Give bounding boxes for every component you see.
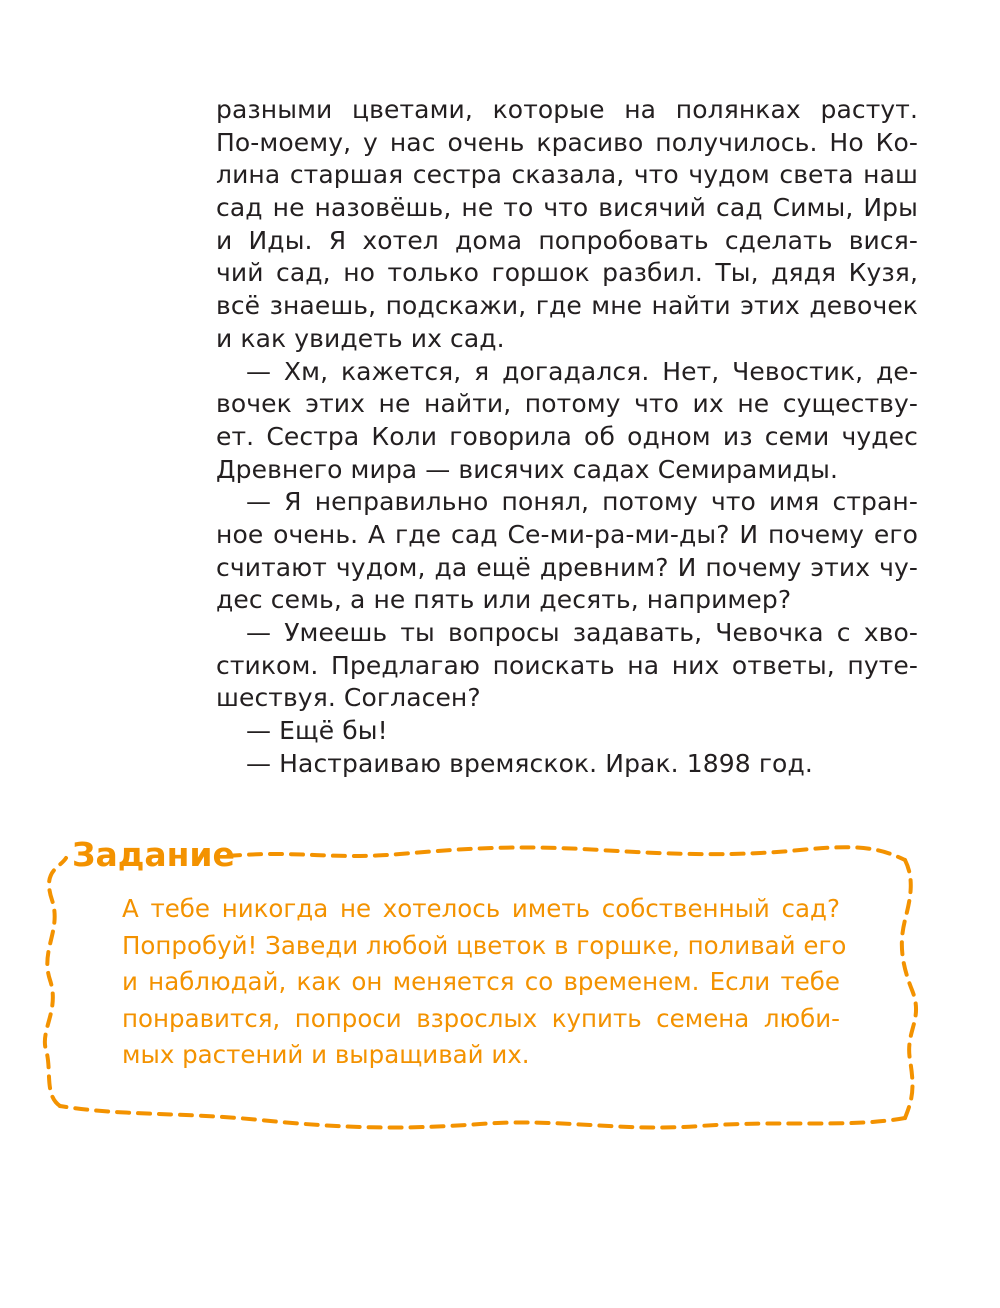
story-line: считают чудом, да ещё древним? И почему этих чу- [216,552,918,582]
story-line: — Настраиваю времяскок. Ирак. 1898 год. [246,748,813,778]
task-line: А тебе никогда не хотелось иметь собственный сад? [122,894,840,923]
story-line: всё знаешь, подскажи, где мне найти этих девочек [216,291,918,321]
task-line: и наблюдай, как он меняется со временем. Если тебе [122,967,840,997]
story-line: стиком. Предлагаю поискать на них ответы, путе- [216,650,918,680]
task-title: Задание [72,835,235,874]
story-line: шествуя. Согласен? [216,683,481,713]
story-line: ное очень. А где сад Се-ми-ра-ми-ды? И почему его [216,519,918,549]
story-line: — Хм, кажется, я догадался. Нет, Чевостик, де- [246,356,918,386]
story-line: Древнего мира — висячих садах Семирамиды. [216,454,839,484]
story-line: — Я неправильно понял, потому что имя стран- [246,487,918,517]
story-line: ет. Сестра Коли говорила об одном из семи чудес [216,421,918,451]
story-line: — Умеешь ты вопросы задавать, Чевочка с хво- [246,618,918,647]
task-line: Попробуй! Заведи любой цветок в горшке, поливай его [122,930,847,960]
story-line: и как увидеть их сад. [216,323,505,353]
story-line: сад не назовёшь, не то что висячий сад Симы, Иры [216,193,918,223]
story-line: разными цветами, которые на полянках растут. [216,95,918,124]
story-line: — Ещё бы! [246,716,388,746]
story-line: и Иды. Я хотел дома попробовать сделать вися- [216,225,918,255]
story-line: вочек этих не найти, потому что их не существу- [216,389,918,419]
story-line: дес семь, а не пять или десять, например? [216,585,792,615]
story-line: лина старшая сестра сказала, что чудом света наш [216,160,918,190]
task-line: мых растений и выращивай их. [122,1040,530,1070]
story-line: По-моему, у нас очень красиво получилось. Но Ко- [216,127,918,157]
story-line: чий сад, но только горшок разбил. Ты, дядя Кузя, [216,258,918,288]
task-line: понравится, попроси взрослых купить семена люби- [122,1003,840,1033]
task-text [122,891,847,1074]
